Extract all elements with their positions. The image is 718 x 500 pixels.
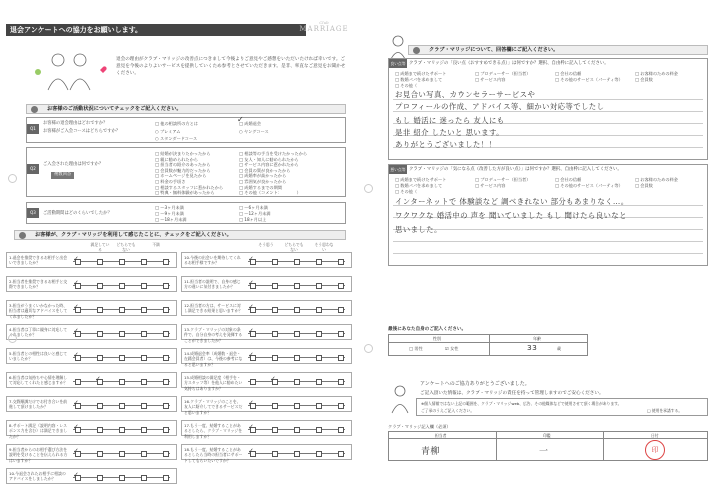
rating-question: 2.担当者を推奨できるお相手と交際できましたか？	[9, 279, 68, 290]
q2-opt-13[interactable]: □ 成婚するまでの期間	[239, 184, 282, 190]
age-label: 年齢	[533, 336, 541, 341]
bad-opt-party[interactable]: □ その他のサービス（パーティ等）	[555, 183, 623, 188]
thanks-body: ご記入頂いた情報は、クラブ・マリッジの責任を持って管理しますのでご安心ください。	[420, 391, 604, 396]
age-unit: 歳	[557, 346, 561, 351]
rating-option[interactable]	[119, 379, 125, 385]
rating-question: 17.もう一度、結婚することがあるとしたら、クラブ・マリッジを利用しますか？	[184, 423, 243, 439]
scale-neutral: どちらでもない	[116, 242, 136, 252]
section2-label: お客様が、クラブ・マリッジを利用して感じたことに、チェックをご記入ください。	[35, 232, 232, 238]
rating-option[interactable]	[119, 475, 125, 481]
q3-tag: Q3	[27, 208, 39, 218]
rating-option[interactable]	[97, 331, 103, 337]
rating-checkmark: ✓	[95, 375, 101, 383]
q1-opt-other[interactable]: □ 他の相談所の方とは	[155, 121, 198, 126]
rating-checkmark: ✓	[248, 447, 254, 455]
rating-checkmark: ✓	[248, 351, 254, 359]
rating-option[interactable]	[119, 331, 125, 337]
couple-illustration-icon	[28, 50, 108, 92]
rating-row	[181, 396, 352, 415]
rating-checkmark: ✓	[73, 303, 79, 311]
rating-question: 15.成婚相談の満足度（相手を・方スタッフ等）を他人に勧めたい気持ちはありますか？	[184, 375, 243, 391]
notice-line2: ご了承のうえご記入ください。	[421, 408, 475, 413]
q1-course-standard[interactable]: ○ スタンダードコース	[155, 136, 198, 141]
rating-option[interactable]	[272, 331, 278, 337]
rating-option[interactable]	[294, 331, 300, 337]
rating-option[interactable]	[272, 427, 278, 433]
gender-label: 性別	[433, 336, 441, 341]
rating-option[interactable]	[338, 331, 344, 337]
q2-opt-3[interactable]: □ 友人・知人に勧められたから	[239, 156, 299, 162]
q2-opt-1[interactable]: □ 相談等の手当を受けたかったから	[239, 151, 308, 156]
rating-row	[181, 372, 352, 391]
rating-checkmark: ✓	[73, 327, 79, 335]
rating-row	[6, 468, 177, 484]
staff-name: 青柳	[421, 447, 440, 457]
rating-option[interactable]	[338, 379, 344, 385]
rating-option[interactable]	[294, 427, 300, 433]
rating-checkmark: ✓	[73, 471, 79, 479]
rating-option[interactable]	[141, 331, 147, 337]
q1-course-premium[interactable]: ○ プレミアム	[155, 129, 181, 134]
rating-question: 10.今後の出会いを期待してくれるお相手様ですか？	[184, 255, 241, 266]
rating-option[interactable]	[338, 451, 344, 457]
good-opt-service[interactable]: □ サービス内容	[475, 77, 506, 82]
scale-agree: そう思う	[258, 242, 274, 247]
consent-checkbox[interactable]: □ 使用を承諾する。	[647, 408, 683, 413]
logo-main: MARRIAGE	[299, 25, 349, 33]
rating-option[interactable]	[141, 307, 147, 313]
rating-question: 11.担当者の説明で、自身の感じ方の違いに気付きましたか？	[184, 279, 241, 290]
rating-checkmark: ✓	[248, 399, 254, 407]
age-value: 33	[527, 343, 538, 352]
rating-question: 4.担当者は丁寧に親身に対応してくれましたか？	[9, 327, 68, 338]
bad-opt-other[interactable]: □ その他（	[395, 189, 418, 194]
rating-option[interactable]	[141, 379, 147, 385]
q3-opt-9m[interactable]: □ 〜9ヶ月未満	[155, 211, 184, 216]
rating-option[interactable]	[163, 355, 169, 361]
rating-option[interactable]	[141, 451, 147, 457]
rating-option[interactable]	[294, 259, 300, 265]
rating-option[interactable]	[272, 451, 278, 457]
bad-opt-producer[interactable]: □ プロデューサー（担当者）	[475, 177, 531, 182]
rating-option[interactable]	[141, 475, 147, 481]
rating-row	[6, 300, 177, 319]
rating-row	[6, 396, 177, 412]
rating-option[interactable]	[163, 403, 169, 409]
q2-tag: Q2	[27, 164, 39, 174]
rating-row	[6, 324, 177, 340]
club-marriage-logo	[296, 20, 352, 33]
q2-text: ご入会された理由は何ですか？	[43, 162, 104, 167]
bad-opt-fee[interactable]: □ お客様のための料金	[635, 177, 678, 182]
good-points-tag: 良い点等	[390, 61, 406, 66]
bad-opt-papa[interactable]: □ 数婚パパを求めまして	[395, 183, 443, 188]
rating-row	[181, 300, 352, 316]
rating-checkmark: ✓	[270, 375, 276, 383]
staff-section-title: クラブ・マリッジ記入欄（必須）	[388, 424, 451, 429]
rating-row	[6, 420, 177, 439]
rating-question: 1.退会を推奨できるお相手と出会いできましたか？	[9, 255, 68, 266]
bad-opt-company[interactable]: □ 会社の信頼	[555, 177, 582, 182]
rating-option[interactable]	[316, 355, 322, 361]
thanks-title: アンケートへのご協力ありがとうございました。	[420, 381, 530, 387]
rating-option[interactable]	[119, 283, 125, 289]
rating-option[interactable]	[316, 307, 322, 313]
q3-opt-12m[interactable]: □ 〜12ヶ月未満	[239, 211, 271, 216]
logo-script: Club	[319, 20, 329, 25]
bad-opt-members[interactable]: □ 会員数	[635, 183, 653, 188]
scale-unsatisfied: 不満	[152, 242, 160, 247]
rating-option[interactable]	[316, 379, 322, 385]
rating-option[interactable]	[75, 379, 81, 385]
rating-row	[181, 444, 352, 463]
intro-text: 退会の理由がクラブ・マリッジの改善点につきまして今後よりご意見やご感想をいただいたければ幸いです。ご意見を今後のよりよいサービスを提供していくため参考とさせていただきます。是非、率直なご意見をお聞かせください。	[116, 57, 346, 76]
good-opt-support[interactable]: □ 成婚まで続けたサポート	[395, 71, 447, 76]
gender-male-checkbox[interactable]: □ 男性	[409, 346, 423, 351]
rating-question: 16.クラブ・マリッジのことを、友人に紹介してできるサービスだと思いますか？	[184, 399, 243, 415]
q1-opt-married[interactable]: □ 成婚退会	[239, 121, 262, 126]
staff-col-person: 担当者	[435, 433, 447, 438]
punch-hole-mark	[364, 184, 373, 193]
rating-option[interactable]	[163, 259, 169, 265]
q2-opt-2[interactable]: □ 親に勧められたから	[155, 156, 198, 162]
rating-option[interactable]	[119, 403, 125, 409]
rating-row	[6, 444, 177, 463]
rating-row	[6, 348, 177, 364]
rating-option[interactable]	[97, 307, 103, 313]
bad-handwriting-line1: インターネットで 体験談など 調べきれない 部分もあまりなく…。	[395, 197, 629, 206]
q3-opt-3m[interactable]: □ 〜3ヶ月未満	[155, 205, 184, 210]
rating-question: 3.担当がうまくいかなかった時、担当者は適切なアドバイスをしてくれましたか？	[9, 303, 68, 319]
rating-option[interactable]	[272, 283, 278, 289]
q3-group	[26, 202, 346, 224]
rating-option[interactable]	[294, 355, 300, 361]
rating-row	[181, 420, 352, 439]
rating-question: 7.交際順調だけでお付き合いを前進して頂けましたか？	[9, 399, 68, 410]
rating-option[interactable]	[272, 355, 278, 361]
good-opt-company[interactable]: □ 会社の信頼	[555, 71, 582, 76]
q2-opt-4[interactable]: □ 担当者の紹介のあったから	[155, 162, 211, 168]
q2-opt-6[interactable]: □ 会員数が魅力的だったから	[155, 167, 211, 173]
rating-option[interactable]	[272, 259, 278, 265]
rating-option[interactable]	[119, 307, 125, 313]
rating-row	[6, 372, 177, 388]
staff-col-seal: 印鑑	[543, 433, 551, 438]
rating-question: 14.成婚退会率（成婚数・退会・在籍会員者）は、今後の参考になると思いますか？	[184, 351, 243, 367]
rating-checkmark: ✓	[248, 303, 254, 311]
rating-option[interactable]	[316, 259, 322, 265]
q1a-text: お客様の退会理由はどれですか？	[43, 121, 108, 126]
rating-checkmark: ✓	[73, 399, 79, 407]
q2-opt-5[interactable]: □ サービス内容に惹かれたから	[239, 162, 299, 168]
notice-box	[416, 398, 708, 416]
bad-points-question: クラブ・マリッジの「気になる点（改善した方が良い点）」は何ですか？選択、自由枠に記入してください。	[409, 167, 622, 172]
rating-row	[181, 252, 352, 268]
rating-option[interactable]	[97, 403, 103, 409]
rating-checkmark: ✓	[73, 447, 79, 455]
staff-seal-mark: 一	[539, 447, 549, 457]
survey-header-title: 退会アンケートへの協力をお願いします。	[6, 24, 306, 36]
rating-checkmark: ✓	[73, 423, 79, 431]
rating-option[interactable]	[141, 403, 147, 409]
rating-row	[6, 252, 177, 268]
good-handwriting-line4: 是非 紹介 したいと 思います。	[395, 128, 504, 137]
q1b-text: お客様がご入会コースはどちらですか？	[43, 129, 121, 134]
rating-option[interactable]	[294, 379, 300, 385]
bad-handwriting-line3: 思いました。	[395, 225, 442, 234]
rating-row	[6, 276, 177, 292]
q2-group	[26, 147, 346, 197]
info-icon	[31, 106, 38, 113]
rating-option[interactable]	[119, 355, 125, 361]
rating-option[interactable]	[272, 403, 278, 409]
staff-col-date: 日付	[651, 433, 659, 438]
rating-option[interactable]	[97, 427, 103, 433]
good-handwriting-line5: ありがとうございました！！	[395, 140, 497, 149]
rating-option[interactable]	[272, 307, 278, 313]
rating-option[interactable]	[338, 259, 344, 265]
rating-option[interactable]	[97, 451, 103, 457]
rating-question: 6.担当者は気持ちや心情を理解して対応してくれたと感じますか？	[9, 375, 68, 386]
rating-option[interactable]	[316, 427, 322, 433]
rating-checkmark: ✓	[248, 327, 254, 335]
scale-neutral-2: どちらでもない	[284, 242, 304, 252]
q1-group	[26, 117, 346, 143]
profile-title: 最後にあなた自身のご記入ください。	[388, 327, 467, 332]
scale-disagree: そう思わない	[314, 242, 334, 252]
rating-question: 10.今退会されたお相手に相談のアドバイスをしましたか？	[9, 471, 66, 482]
q3-opt-6m[interactable]: □ 〜6ヶ月未満	[239, 205, 268, 210]
punch-hole-mark	[364, 344, 373, 353]
info-icon	[19, 232, 26, 239]
info-icon	[413, 47, 420, 54]
rating-option[interactable]	[141, 259, 147, 265]
bad-opt-support[interactable]: □ 成婚まで続けたサポート	[395, 177, 447, 182]
rating-checkmark: ✓	[73, 351, 79, 359]
bad-handwriting-line2: ワクワクな 婚活中の 声を 聞いていました もし 聞けたら良いなと	[395, 211, 627, 220]
rating-option[interactable]	[119, 259, 125, 265]
rating-option[interactable]	[119, 427, 125, 433]
rating-checkmark: ✓	[73, 255, 79, 263]
q2-opt-10[interactable]: □ 料金の手頃さ	[155, 179, 186, 184]
q3-text: ご活動期間はどのくらいでしたか？	[43, 211, 112, 216]
q1-tag: Q1	[27, 124, 39, 134]
right-page	[368, 14, 712, 494]
good-opt-papa[interactable]: □ 数婚パパを求めまして	[395, 77, 443, 82]
rating-option[interactable]	[163, 379, 169, 385]
good-opt-members[interactable]: □ 会員数	[635, 77, 653, 82]
good-handwriting-line2: プロフィールの作成、アドバイス等、細かい対応等でしたし	[395, 102, 605, 111]
good-handwriting-line1: お見合い写真、カウンセラーサービスや	[395, 90, 536, 99]
q2-opt-12[interactable]: □ 相談するスタッフに惹かれたから	[155, 184, 224, 190]
good-points-box	[388, 58, 708, 160]
rating-option[interactable]	[141, 283, 147, 289]
rating-option[interactable]	[163, 307, 169, 313]
good-opt-fee[interactable]: □ お客様のための料金	[635, 71, 678, 76]
q2-opt-11[interactable]: □ 雰囲気が良かったから	[239, 179, 287, 184]
q2-opt-7[interactable]: □ 会員の質が良かったから	[239, 167, 291, 173]
staff-table	[388, 431, 708, 461]
q3-opt-18m[interactable]: □ 〜18ヶ月未満	[155, 217, 187, 222]
rating-option[interactable]	[163, 331, 169, 337]
rating-checkmark: ✓	[248, 279, 254, 287]
profile-table	[388, 334, 588, 356]
rating-option[interactable]	[316, 331, 322, 337]
rating-option[interactable]	[141, 355, 147, 361]
q2-opt-15[interactable]: □ その他（コメント： ）	[239, 190, 301, 196]
rating-option[interactable]	[338, 427, 344, 433]
scale-satisfied: 満足している	[90, 242, 110, 252]
rating-option[interactable]	[250, 379, 256, 385]
rating-option[interactable]	[163, 283, 169, 289]
good-handwriting-line3: もし 婚活に 迷ったら 友人にも	[395, 116, 505, 125]
good-opt-other[interactable]: □ その他（	[395, 83, 418, 88]
section1-label: お客様のご活動状況についてチェックをご記入ください。	[47, 106, 182, 112]
rating-option[interactable]	[338, 403, 344, 409]
good-points-question: クラブ・マリッジの「良い点（おすすめできる点）」は何ですか？選択、自由枠に記入してください。	[409, 61, 609, 66]
bad-opt-service[interactable]: □ サービス内容	[475, 183, 506, 188]
good-opt-party[interactable]: □ その他のサービス（パーティ等）	[555, 77, 623, 82]
gender-female-checkbox[interactable]: ☑ 女性	[445, 346, 459, 351]
q1-course-young[interactable]: ○ ヤングコース	[239, 129, 269, 134]
punch-hole-mark	[8, 174, 17, 183]
rating-option[interactable]	[294, 451, 300, 457]
rating-option[interactable]	[97, 355, 103, 361]
rating-option[interactable]	[338, 307, 344, 313]
rating-option[interactable]	[97, 283, 103, 289]
notice-line1: ※個人情報ではない上記の範囲を、クラブ・マリッジweb、広告、その他媒体などで使用させて頂く場合があります。	[421, 401, 622, 406]
q2-opt-9[interactable]: □ 成婚率が高かったから	[239, 173, 287, 179]
rating-checkmark: ✓	[73, 279, 79, 287]
rating-option[interactable]	[163, 451, 169, 457]
rating-checkmark: ✓	[248, 255, 254, 263]
rating-option[interactable]	[294, 403, 300, 409]
section2-title	[14, 230, 346, 240]
rating-option[interactable]	[97, 259, 103, 265]
rating-question: 12.担当者の方は、サービスに対し満足できる結果と思いますか？	[184, 303, 243, 314]
rating-question: 8.サポート満足（説明内容・レスポンス力を含む）は満足できましたか？	[9, 423, 68, 439]
rating-option[interactable]	[316, 283, 322, 289]
rating-row	[181, 348, 352, 367]
rating-question: 5.担当者との相性は良いと感じていましたか？	[9, 351, 68, 362]
person-illustration-icon	[390, 384, 410, 414]
rating-question: 18.もう一度、結婚することがあるとしたら当時の担当者にサポートしてもらいたいですか？	[184, 447, 243, 463]
rating-option[interactable]	[163, 427, 169, 433]
rating-option[interactable]	[163, 475, 169, 481]
q2-opt-8[interactable]: □ ホームページを見たから	[155, 173, 207, 179]
good-opt-producer[interactable]: □ プロデューサー（担当者）	[475, 71, 531, 76]
rating-row	[181, 324, 352, 343]
rating-checkmark: ✓	[248, 423, 254, 431]
rating-option[interactable]	[316, 403, 322, 409]
rating-option[interactable]	[294, 283, 300, 289]
rating-option[interactable]	[294, 307, 300, 313]
rating-question: 13.クラブ・マリッジの対象の条件で、自分自身の考えを発揮することができましたか？	[184, 327, 243, 343]
punch-hole-mark	[8, 334, 17, 343]
q1-checkmark: ✓	[237, 115, 245, 124]
q2-opt-14[interactable]: □ 特典・無料体験があったから	[155, 190, 215, 196]
left-page	[6, 14, 353, 494]
bad-points-box	[388, 164, 708, 266]
rating-option[interactable]	[141, 427, 147, 433]
rating-option[interactable]	[316, 451, 322, 457]
section1-title	[26, 104, 346, 114]
rating-question: 9.担当者からのお相手選び方法を説明を受けることを伝えられる方はいますか？	[9, 447, 68, 463]
q2-note: 複数回答	[51, 172, 74, 179]
bad-points-tag: 悪い点等	[390, 167, 406, 172]
q3-opt-over18m[interactable]: □ 18ヶ月以上	[239, 217, 267, 222]
rating-option[interactable]	[338, 355, 344, 361]
right-section-label: クラブ・マリッジについて、回答欄にご記入ください。	[429, 47, 559, 53]
red-seal-stamp: 印	[645, 440, 665, 460]
right-section-title	[408, 45, 708, 55]
rating-row	[181, 276, 352, 292]
rating-option[interactable]	[338, 283, 344, 289]
rating-option[interactable]	[97, 475, 103, 481]
q2-opt-0[interactable]: □ 結婚が決まりたかったから	[155, 151, 211, 156]
rating-option[interactable]	[119, 451, 125, 457]
